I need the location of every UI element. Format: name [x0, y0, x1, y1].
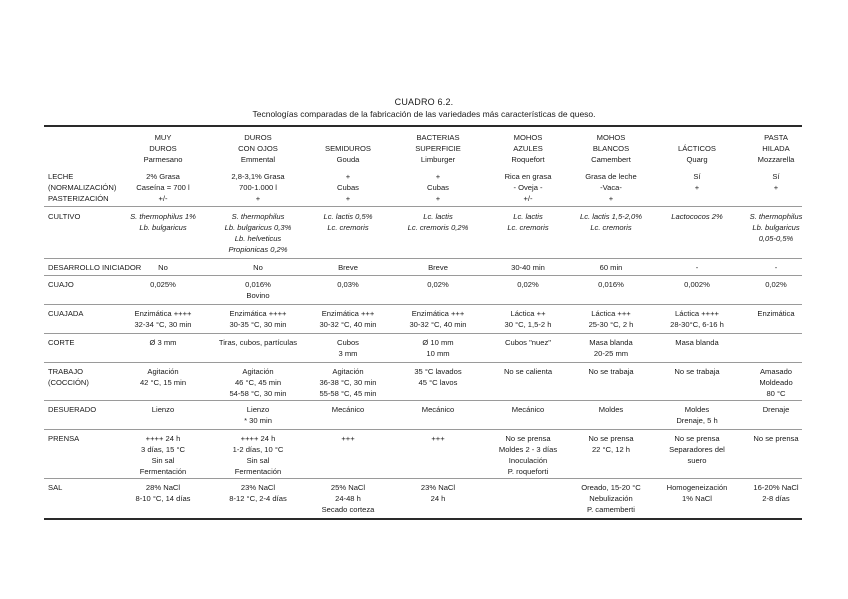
column-header-l2: AZULES	[513, 144, 543, 153]
table-cell-line: +/-	[158, 194, 168, 203]
table-cell-line: +	[255, 194, 261, 203]
table-cell	[212, 433, 304, 477]
row-label-line: (COCCIÓN)	[48, 378, 89, 387]
table-cell-line: 20-25 mm	[593, 349, 629, 358]
column-header	[212, 132, 304, 165]
row-divider	[44, 429, 802, 430]
row-label-line: CUAJO	[48, 280, 74, 289]
table-cell	[212, 404, 304, 426]
table-cell	[117, 482, 209, 504]
table-cell-line: Moldes 2 - 3 días	[498, 445, 558, 454]
table-cell-line: Ø 3 mm	[149, 338, 177, 347]
table-cell	[730, 171, 822, 193]
table-cell-line: Lb. helveticus	[234, 234, 282, 243]
table-cell-line: No se prensa	[588, 434, 634, 443]
table-cell-line: No	[253, 263, 263, 272]
table-cell	[482, 337, 574, 348]
table-cell-line: Láctica ++++	[675, 309, 719, 318]
table-cell-line: 32-34 °C, 30 min	[134, 320, 192, 329]
table-cell-line: Moldes	[598, 405, 624, 414]
table-subtitle: Tecnologías comparadas de la fabricación de las variedades más características de queso.	[252, 109, 596, 119]
table-cell	[302, 433, 394, 444]
table-cell-line: 30-32 °C, 40 min	[409, 320, 467, 329]
column-header-l3: Camembert	[591, 155, 631, 164]
table-cell-line: 2-8 días	[762, 494, 790, 503]
table-cell-line: 22 °C, 12 h	[591, 445, 631, 454]
table-cell-line: 60 min	[599, 263, 623, 272]
table-cell-line: No se prensa	[505, 434, 551, 443]
table-cell	[302, 171, 394, 204]
column-header-l1: PASTA	[764, 133, 788, 142]
table-cell	[302, 482, 394, 515]
table-cell-line: 42 °C, 15 min	[139, 378, 187, 387]
table-cell-line: No se prensa	[674, 434, 720, 443]
table-cell-line: 1-2 días, 10 °C	[232, 445, 284, 454]
column-header	[302, 132, 394, 165]
table-cell-line: Fermentación	[234, 467, 282, 476]
table-cell-line: 0,025%	[150, 280, 176, 289]
table-cell-line: Lc. cremoris	[507, 223, 549, 232]
table-cell-line: No se trabaja	[588, 367, 634, 376]
table-cell	[392, 337, 484, 359]
table-cell	[565, 482, 657, 515]
table-cell-line: Enzimática +++	[321, 309, 375, 318]
table-cell	[482, 433, 574, 477]
table-cell	[482, 211, 574, 233]
table-cell-line: 35 °C lavados	[414, 367, 462, 376]
table-cell-line: Lc. lactis	[513, 212, 543, 221]
table-cell-line: Láctica ++	[510, 309, 546, 318]
table-cell-line: Masa blanda	[589, 338, 633, 347]
table-cell	[117, 337, 209, 348]
table-cell-line: Separadores del	[669, 445, 725, 454]
table-cell-line: Lc. cremoris 0,2%	[407, 223, 469, 232]
table-cell	[651, 337, 743, 348]
row-divider	[44, 362, 802, 363]
table-cell-line: Lc. cremoris	[327, 223, 369, 232]
table-cell	[212, 337, 304, 348]
table-cell	[117, 404, 209, 415]
column-header-l3: Quarg	[686, 155, 708, 164]
column-header-l3: Gouda	[336, 155, 360, 164]
table-cell-line: 10 mm	[426, 349, 450, 358]
table-cell	[565, 433, 657, 455]
row-label-line: PASTERIZACIÓN	[48, 194, 109, 203]
table-cell-line: +++	[341, 434, 355, 443]
row-label-corte	[48, 337, 74, 348]
row-divider	[44, 206, 802, 207]
table-cell-line: Lactococos 2%	[671, 212, 723, 221]
table-cell	[730, 279, 822, 290]
row-label-line: TRABAJO	[48, 367, 84, 376]
table-cell-line: 24-48 h	[335, 494, 361, 503]
table-cell	[482, 262, 574, 273]
table-cell	[565, 211, 657, 233]
table-cell	[730, 482, 822, 504]
row-label-line: DESARROLLO INICIADOR	[48, 263, 142, 272]
table-cell-line: Secado corteza	[321, 505, 375, 514]
table-cell	[117, 211, 209, 233]
table-cell-line: 16-20% NaCl	[753, 483, 799, 492]
table-cell	[482, 308, 574, 330]
column-header-l2: CON OJOS	[238, 144, 278, 153]
column-header-l3: Roquefort	[511, 155, 545, 164]
table-cell-line: Moldeado	[759, 378, 793, 387]
table-cell-line: Enzimática ++++	[229, 309, 287, 318]
column-header-l3: Limburger	[420, 155, 456, 164]
table-cell-line: +	[694, 183, 700, 192]
table-cell-line: Moldes	[684, 405, 710, 414]
row-label-line: CUAJADA	[48, 309, 84, 318]
table-cell-line: Drenaje, 5 h	[676, 416, 718, 425]
row-label-cuajo	[48, 279, 74, 290]
table-cell-line: Lb. bulgaricus	[139, 223, 187, 232]
table-cell	[117, 262, 209, 273]
table-cell-line: * 30 min	[244, 416, 272, 425]
table-cell-line: 28-30°C, 6-16 h	[670, 320, 724, 329]
table-cell-line: No se prensa	[753, 434, 799, 443]
table-cell	[392, 308, 484, 330]
table-cell	[392, 482, 484, 504]
table-title: CUADRO 6.2.	[394, 97, 454, 107]
table-cell	[212, 171, 304, 204]
table-cell-line: 0,016%	[245, 280, 271, 289]
table-cell-line: Enzimática	[757, 309, 795, 318]
table-cell-line: 0,002%	[684, 280, 710, 289]
column-header-l1: DUROS	[244, 133, 272, 142]
table-cell-line: 80 °C	[766, 389, 786, 398]
table-cell	[565, 262, 657, 273]
table-cell-line: Lc. cremoris	[590, 223, 632, 232]
table-cell-line: Cubos	[337, 338, 359, 347]
table-cell-line: Agitación	[242, 367, 274, 376]
table-cell	[565, 366, 657, 377]
table-cell-line: Agitación	[147, 367, 179, 376]
table-cell	[117, 366, 209, 388]
table-cell-line: suero	[687, 456, 707, 465]
table-cell-line: Inoculación	[508, 456, 548, 465]
table-cell-line: 23% NaCl	[240, 483, 276, 492]
table-cell-line: 25% NaCl	[330, 483, 366, 492]
table-cell	[565, 337, 657, 359]
table-cell-line: 0,02%	[765, 280, 787, 289]
column-header	[482, 132, 574, 165]
table-cell-line: 23% NaCl	[420, 483, 456, 492]
column-header-l3: Parmesano	[143, 155, 183, 164]
row-label-line: CULTIVO	[48, 212, 81, 221]
row-divider	[44, 478, 802, 479]
table-cell-line: Láctica +++	[591, 309, 631, 318]
column-header-l2: DUROS	[149, 144, 177, 153]
table-cell-line: -	[695, 263, 699, 272]
row-divider	[44, 400, 802, 401]
table-cell-line: ++++ 24 h	[145, 434, 181, 443]
column-header-l1: MOHOS	[596, 133, 626, 142]
table-cell-line: P. camemberti	[587, 505, 635, 514]
table-cell-line: No se trabaja	[674, 367, 720, 376]
table-cell	[302, 337, 394, 359]
table-cell-line: Mecánico	[511, 405, 545, 414]
table-cell-line: S. thermophilus	[749, 212, 803, 221]
table-cell-line: Breve	[428, 263, 448, 272]
row-divider	[44, 333, 802, 334]
table-cell-line: +	[345, 172, 351, 181]
table-cell	[565, 171, 657, 204]
row-label-trabajo	[48, 366, 89, 388]
table-cell-line: ++++ 24 h	[240, 434, 276, 443]
table-cell-line: +	[608, 194, 614, 203]
table-cell	[392, 171, 484, 204]
table-cell	[565, 308, 657, 330]
table-cell	[482, 366, 574, 377]
table-cell-line: Sí	[693, 172, 701, 181]
table-cell	[392, 433, 484, 444]
table-cell	[482, 404, 574, 415]
table-cell-line: Lb. bulgaricus	[752, 223, 800, 232]
table-cell-line: Lc. lactis 1,5-2,0%	[579, 212, 643, 221]
table-cell-line: Lc. lactis	[423, 212, 453, 221]
column-header-l3: Emmental	[240, 155, 276, 164]
row-label-line: (NORMALIZACIÓN)	[48, 183, 117, 192]
table-cell-line: Sin sal	[151, 456, 175, 465]
table-cell-line: 46 °C, 45 min	[234, 378, 282, 387]
row-label-cultivo	[48, 211, 80, 222]
table-cell	[302, 404, 394, 415]
table-cell-line: 30 °C, 1,5-2 h	[504, 320, 552, 329]
table-cell-line: 1% NaCl	[682, 494, 712, 503]
table-cell-line: Mecánico	[331, 405, 365, 414]
table-cell-line: 3 días, 15 °C	[141, 445, 185, 454]
row-divider	[44, 304, 802, 305]
table-cell-line: 2,8-3,1% Grasa	[231, 172, 285, 181]
table-cell-line: Cubas	[337, 183, 359, 192]
table-cell-line: Rica en grasa	[504, 172, 552, 181]
table-cell-line: Cubas	[427, 183, 449, 192]
row-label-leche	[48, 171, 116, 204]
column-header-l2: LÁCTICOS	[678, 144, 716, 153]
column-header	[392, 132, 484, 165]
table-cell-line: No se calienta	[503, 367, 553, 376]
table-cell-line: Amasado	[759, 367, 793, 376]
column-header-l1: MUY	[154, 133, 172, 142]
table-cell-line: 30-35 °C, 30 min	[229, 320, 287, 329]
table-cell-line: 36-38 °C, 30 min	[319, 378, 377, 387]
table-cell-line: Ø 10 mm	[422, 338, 454, 347]
table-cell	[730, 262, 822, 273]
table-cell-line: Enzimática ++++	[134, 309, 192, 318]
table-cell-line: Sí	[772, 172, 780, 181]
table-cell	[117, 308, 209, 330]
table-cell-line: 30-32 °C, 40 min	[319, 320, 377, 329]
table-cell-line: No	[158, 263, 168, 272]
table-cell	[302, 262, 394, 273]
column-header-l3: Mozzarella	[757, 155, 795, 164]
table-cell	[302, 308, 394, 330]
table-cell	[392, 366, 484, 388]
table-cell-line: Masa blanda	[675, 338, 719, 347]
table-cell-line: 0,03%	[337, 280, 359, 289]
table-cell-line: Enzimática +++	[411, 309, 465, 318]
table-cell	[730, 211, 822, 244]
table-cell-line: Lb. bulgaricus 0,3%	[224, 223, 292, 232]
table-cell-line: Fermentación	[139, 467, 187, 476]
table-cell	[212, 482, 304, 504]
table-cell-line: +++	[431, 434, 445, 443]
column-header-l1	[302, 132, 394, 143]
table-cell-line: Drenaje	[762, 405, 790, 414]
table-cell-line: Oreado, 15-20 °C	[581, 483, 641, 492]
table-cell-line: - Oveja -	[513, 183, 543, 192]
table-cell	[212, 366, 304, 399]
table-cell-line: Grasa de leche	[585, 172, 637, 181]
row-divider	[44, 258, 802, 259]
table-cell	[392, 279, 484, 290]
table-cell-line: Propionicas 0,2%	[228, 245, 288, 254]
row-label-desuerado	[48, 404, 96, 415]
table-cell	[730, 433, 822, 444]
table-cell-line: Homogeneización	[666, 483, 728, 492]
table-cell	[730, 308, 822, 319]
row-label-line: CORTE	[48, 338, 75, 347]
table-cell-line: +	[345, 194, 351, 203]
table-cell-line: 3 mm	[338, 349, 358, 358]
table-cell-line: 8-12 °C, 2-4 días	[229, 494, 287, 503]
table-cell	[302, 211, 394, 233]
table-cell-line: +/-	[523, 194, 533, 203]
table-cell	[392, 404, 484, 415]
table-cell-line: Agitación	[332, 367, 364, 376]
table-cell-line: +	[773, 183, 779, 192]
table-cell	[565, 404, 657, 415]
table-cell	[212, 211, 304, 255]
row-divider	[44, 275, 802, 276]
table-cell-line: -Vaca-	[600, 183, 622, 192]
column-header-l2: BLANCOS	[592, 144, 630, 153]
table-cell	[392, 211, 484, 233]
table-cell-line: S. thermophilus	[231, 212, 285, 221]
table-cell-line: 54-58 °C, 30 min	[229, 389, 287, 398]
table-cell	[212, 279, 304, 301]
table-cell	[117, 171, 209, 204]
bottom-rule	[44, 518, 802, 520]
table-cell-line: 0,05-0,5%	[758, 234, 794, 243]
column-header-l2: SUPERFICIE	[415, 144, 461, 153]
table-cell-line: 55-58 °C, 45 min	[319, 389, 377, 398]
table-cell-line: Sin sal	[246, 456, 270, 465]
table-cell-line: Caseína = 700 l	[136, 183, 190, 192]
table-cell-line: 2% Grasa	[146, 172, 180, 181]
table-cell	[392, 262, 484, 273]
table-cell	[302, 366, 394, 399]
table-cell-line: Lienzo	[151, 405, 175, 414]
table-cell-line: 8-10 °C, 14 días	[135, 494, 191, 503]
row-label-line: LECHE	[48, 172, 74, 181]
table-cell	[565, 279, 657, 290]
top-rule	[44, 125, 802, 127]
table-cell-line: 28% NaCl	[145, 483, 181, 492]
row-label-line: PRENSA	[48, 434, 80, 443]
table-cell	[212, 262, 304, 273]
table-cell-line: Lc. lactis 0,5%	[323, 212, 373, 221]
table-cell	[482, 279, 574, 290]
table-cell-line: 25-30 °C, 2 h	[588, 320, 634, 329]
table-cell-line: Mecánico	[421, 405, 455, 414]
table-cell	[212, 308, 304, 330]
row-label-line: DESUERADO	[48, 405, 97, 414]
row-label-line: SAL	[48, 483, 63, 492]
table-cell	[302, 279, 394, 290]
table-cell-line: 30-40 min	[511, 263, 545, 272]
column-header-l2: HILADA	[762, 144, 790, 153]
table-cell-line: +	[435, 172, 441, 181]
column-header	[565, 132, 657, 165]
table-cell-line: Bovino	[246, 291, 270, 300]
table-cell-line: Lienzo	[246, 405, 270, 414]
table-cell-line: 45 °C lavos	[418, 378, 458, 387]
table-cell-line: 24 h	[430, 494, 446, 503]
table-cell-line: 0,016%	[598, 280, 624, 289]
table-cell-line: 0,02%	[427, 280, 449, 289]
table-cell	[117, 433, 209, 477]
table-cell-line: +	[435, 194, 441, 203]
table-cell-line: Cubos "nuez"	[505, 338, 551, 347]
table-cell-line: S. thermophilus 1%	[130, 212, 196, 221]
table-cell	[482, 171, 574, 204]
column-header-l1: MOHOS	[513, 133, 543, 142]
table-cell	[730, 404, 822, 415]
table-cell-line: Tiras, cubos, partículas	[218, 338, 298, 347]
row-label-prensa	[48, 433, 79, 444]
table-cell	[730, 366, 822, 399]
table-cell-line: 700-1.000 l	[239, 183, 277, 192]
column-header-l2: SEMIDUROS	[325, 144, 371, 153]
row-label-sal	[48, 482, 62, 493]
table-cell	[117, 279, 209, 290]
table-cell-line: Nebulización	[589, 494, 633, 503]
table-cell-line: Breve	[338, 263, 358, 272]
row-label-cuajada	[48, 308, 83, 319]
column-header	[730, 132, 822, 165]
table-cell-line: 0,02%	[517, 280, 539, 289]
table-cell-line: -	[774, 263, 778, 272]
column-header	[117, 132, 209, 165]
column-header-l1: BACTERIAS	[416, 133, 460, 142]
table-cell-line: P. roqueforti	[507, 467, 549, 476]
